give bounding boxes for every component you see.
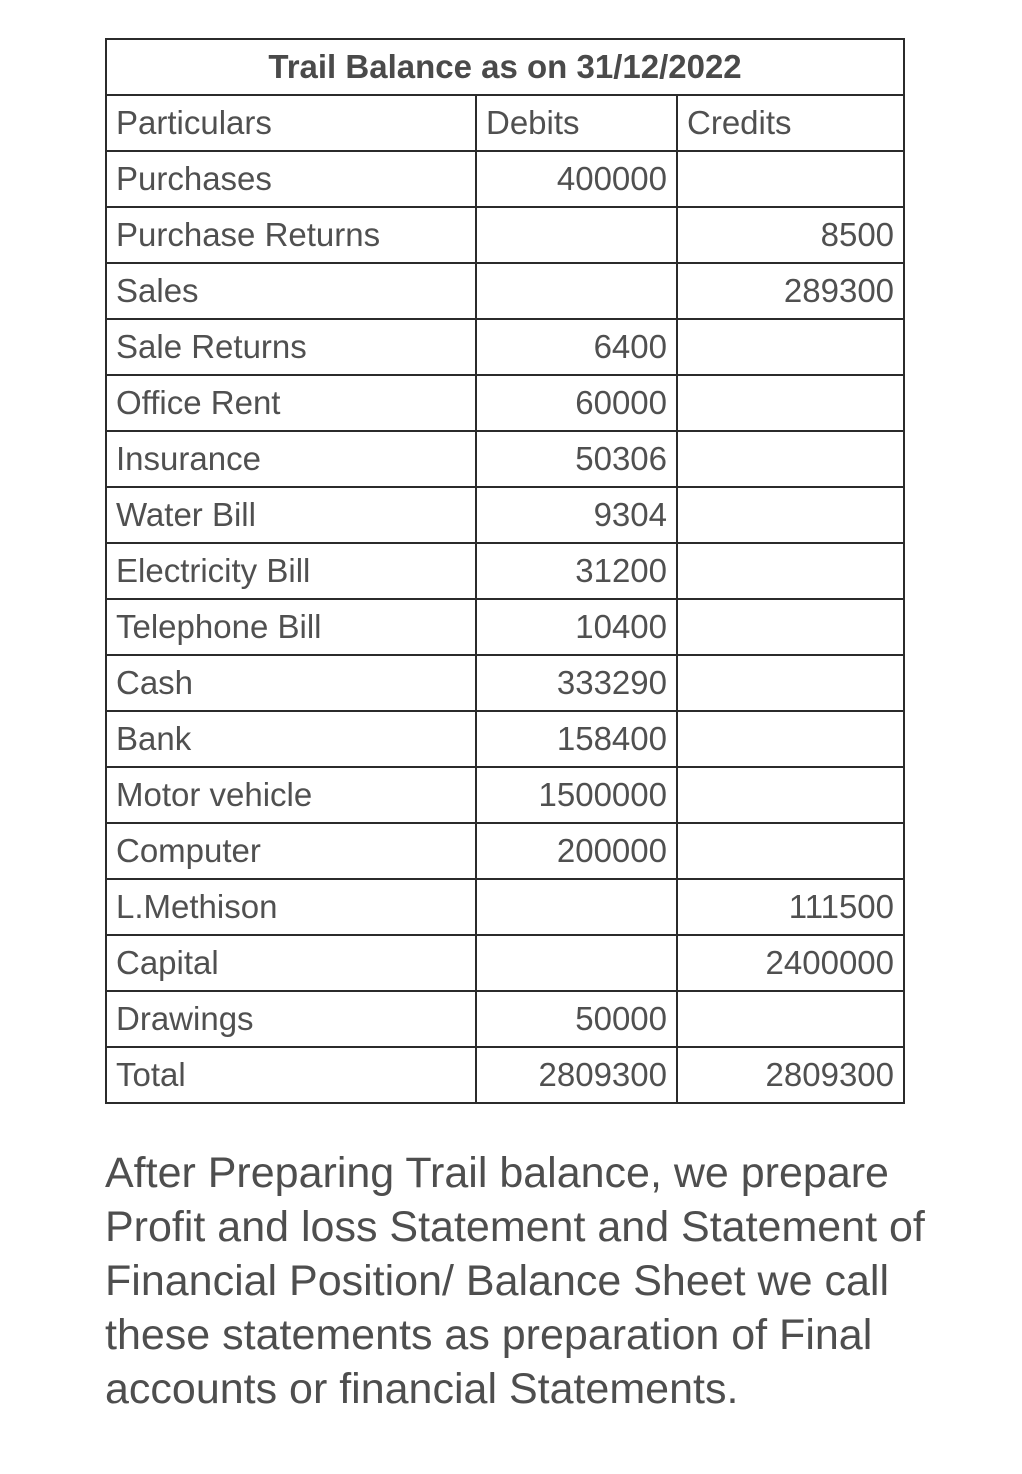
cell-particular: Electricity Bill — [106, 543, 476, 599]
cell-debit — [476, 263, 677, 319]
cell-credit: 289300 — [677, 263, 904, 319]
table-row — [106, 487, 904, 543]
table-row — [106, 207, 904, 263]
cell-particular: Water Bill — [106, 487, 476, 543]
cell-debit: 6400 — [476, 319, 677, 375]
cell-credit — [677, 711, 904, 767]
cell-credit — [677, 823, 904, 879]
cell-particular: Insurance — [106, 431, 476, 487]
cell-debit: 31200 — [476, 543, 677, 599]
table-row — [106, 151, 904, 207]
cell-debit — [476, 935, 677, 991]
table-row — [106, 655, 904, 711]
cell-credit — [677, 767, 904, 823]
cell-particular: Office Rent — [106, 375, 476, 431]
cell-particular: L.Methison — [106, 879, 476, 935]
header-particulars: Particulars — [106, 95, 476, 151]
table-row — [106, 711, 904, 767]
table-title-row — [106, 39, 904, 95]
cell-particular: Motor vehicle — [106, 767, 476, 823]
cell-debit: 2809300 — [476, 1047, 677, 1103]
cell-debit: 333290 — [476, 655, 677, 711]
cell-credit — [677, 319, 904, 375]
table-row — [106, 375, 904, 431]
cell-particular: Telephone Bill — [106, 599, 476, 655]
cell-particular: Bank — [106, 711, 476, 767]
table-row — [106, 543, 904, 599]
cell-credit — [677, 431, 904, 487]
table-row — [106, 935, 904, 991]
cell-credit — [677, 991, 904, 1047]
cell-debit: 50306 — [476, 431, 677, 487]
cell-credit — [677, 655, 904, 711]
cell-debit — [476, 207, 677, 263]
document-page — [105, 38, 945, 1416]
trial-balance-table — [105, 38, 905, 1104]
cell-debit: 9304 — [476, 487, 677, 543]
table-row — [106, 823, 904, 879]
cell-debit: 158400 — [476, 711, 677, 767]
cell-credit — [677, 487, 904, 543]
cell-debit: 400000 — [476, 151, 677, 207]
table-row — [106, 767, 904, 823]
table-row — [106, 599, 904, 655]
cell-debit: 60000 — [476, 375, 677, 431]
cell-debit: 1500000 — [476, 767, 677, 823]
header-credits: Credits — [677, 95, 904, 151]
table-row — [106, 879, 904, 935]
cell-particular: Purchase Returns — [106, 207, 476, 263]
cell-particular: Computer — [106, 823, 476, 879]
cell-particular: Drawings — [106, 991, 476, 1047]
cell-particular: Sales — [106, 263, 476, 319]
table-row — [106, 319, 904, 375]
header-debits: Debits — [476, 95, 677, 151]
explanation-paragraph: After Preparing Trail balance, we prepare Profit and loss Statement and Statement of Financial Position/ Balance Sheet we call these statements as preparation of Final accounts or financial Statements. — [105, 1149, 925, 1413]
cell-credit: 8500 — [677, 207, 904, 263]
cell-particular: Total — [106, 1047, 476, 1103]
cell-credit — [677, 151, 904, 207]
table-row — [106, 263, 904, 319]
cell-particular: Capital — [106, 935, 476, 991]
table-header-row — [106, 95, 904, 151]
cell-credit: 2809300 — [677, 1047, 904, 1103]
cell-debit: 200000 — [476, 823, 677, 879]
cell-credit: 111500 — [677, 879, 904, 935]
cell-debit — [476, 879, 677, 935]
table-row — [106, 1047, 904, 1103]
table-row — [106, 431, 904, 487]
table-title: Trail Balance as on 31/12/2022 — [106, 39, 904, 95]
cell-credit — [677, 375, 904, 431]
cell-credit: 2400000 — [677, 935, 904, 991]
cell-particular: Purchases — [106, 151, 476, 207]
cell-credit — [677, 543, 904, 599]
cell-debit: 10400 — [476, 599, 677, 655]
cell-particular: Cash — [106, 655, 476, 711]
cell-debit: 50000 — [476, 991, 677, 1047]
cell-credit — [677, 599, 904, 655]
table-row — [106, 991, 904, 1047]
cell-particular: Sale Returns — [106, 319, 476, 375]
